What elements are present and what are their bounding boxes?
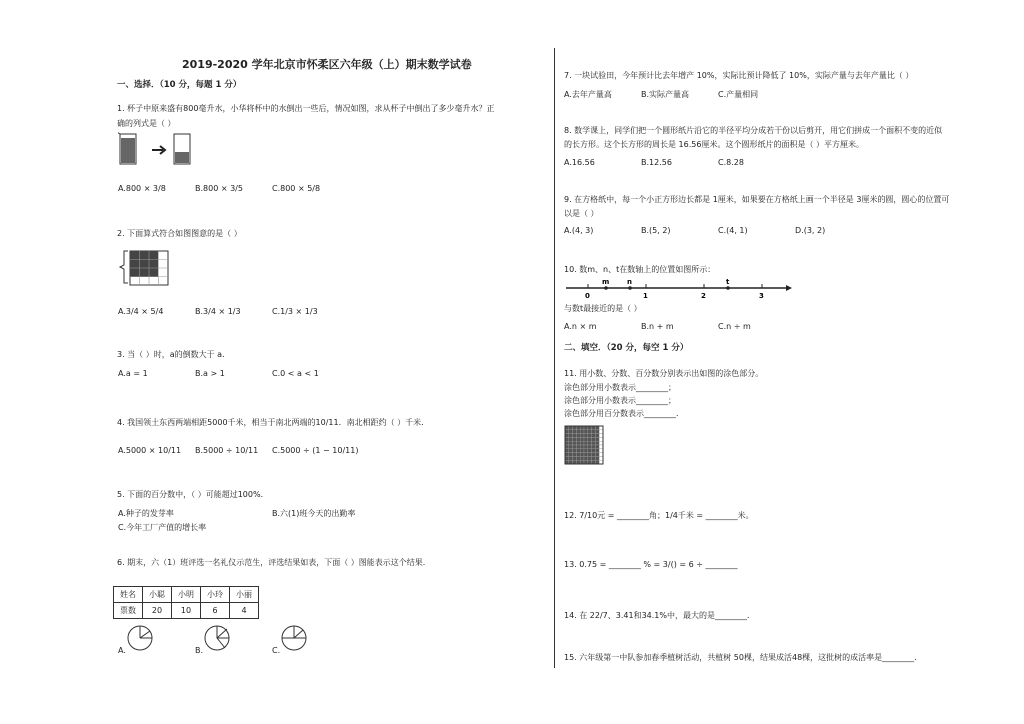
arrow-right-icon (786, 285, 792, 291)
q9-text-2: 以是（ ） (564, 209, 599, 218)
q6-option-c[interactable]: C. (272, 646, 281, 655)
grid-cell (588, 449, 592, 453)
table-cell: 4 (230, 603, 259, 619)
arrow-right-icon (152, 146, 165, 154)
q6-option-b[interactable]: B. (195, 646, 204, 655)
q4-option-a[interactable]: A.5000 × 10/11 (118, 446, 182, 455)
grid-cell (599, 434, 603, 438)
grid-cell (576, 445, 580, 449)
q4-option-c[interactable]: C.5000 ÷ (1 − 10/11) (272, 446, 359, 455)
q3-option-a[interactable]: A.a = 1 (118, 369, 148, 378)
grid-cell (569, 434, 573, 438)
grid-cell (599, 445, 603, 449)
grid-cell (576, 449, 580, 453)
q2-grid-figure (118, 247, 170, 289)
q5-text: 5. 下面的百分数中，（ ）可能超过100%． (117, 490, 269, 499)
q4-option-b[interactable]: B.5000 ÷ 10/11 (195, 446, 259, 455)
column-divider (554, 48, 555, 668)
grid-cell (565, 441, 569, 445)
section-heading-fill: 二、填空．（20 分，每空 1 分） (564, 343, 689, 353)
table-cell: 小明 (172, 587, 201, 603)
q1-option-c[interactable]: C.800 × 5/8 (272, 184, 321, 193)
grid-cell (592, 437, 596, 441)
grid-cell (565, 426, 569, 430)
grid-cell (599, 430, 603, 434)
grid-cell (565, 445, 569, 449)
axis-point-label: t (726, 278, 730, 286)
grid-cell (588, 434, 592, 438)
grid-cell (599, 449, 603, 453)
q7-option-a[interactable]: A.去年产量高 (564, 90, 612, 99)
grid-cell (573, 460, 577, 464)
grid-cell (584, 437, 588, 441)
q9-option-b[interactable]: B.(5, 2) (641, 226, 671, 235)
q6-text: 6. 期末，六（1）班评选一名礼仪示范生，评选结果如表，下面（ ）图能表示这个结果． (117, 558, 431, 567)
grid-cell (588, 445, 592, 449)
q3-text: 3. 当（ ）时，a的倒数大于 a． (117, 350, 231, 359)
grid-cell (580, 449, 584, 453)
q13-text[interactable]: 13. 0.75 = ________ % = 3/() = 6 ÷ ________ (564, 560, 738, 569)
q5-option-b[interactable]: B.六(1)班今天的出勤率 (272, 509, 356, 518)
grid-cell (569, 456, 573, 460)
grid-cell (573, 437, 577, 441)
grid-cell (576, 437, 580, 441)
q9-option-a[interactable]: A.(4, 3) (564, 226, 594, 235)
cup-full-icon (118, 132, 136, 164)
section-heading-choice: 一、选择．（10 分，每题 1 分） (117, 80, 242, 90)
grid-cell (588, 456, 592, 460)
grid-cell (569, 445, 573, 449)
grid-cell (592, 434, 596, 438)
grid-cell (580, 456, 584, 460)
grid-cell (599, 437, 603, 441)
q6-vote-table (113, 586, 259, 619)
grid-cell (580, 437, 584, 441)
grid-cell (592, 460, 596, 464)
grid-cell (565, 434, 569, 438)
table-row (114, 603, 259, 619)
grid-cell (569, 437, 573, 441)
grid-cell (573, 449, 577, 453)
q11-text: 11. 用小数、分数、百分数分别表示出如图的涂色部分。 (564, 369, 764, 378)
q1-cups-figure (118, 130, 200, 170)
q6-pie-b-icon (203, 624, 239, 652)
grid-cell (599, 441, 603, 445)
grid-cell (565, 449, 569, 453)
q6-pie-c-icon (280, 624, 316, 652)
grid-cell (576, 453, 580, 457)
grid-cell (588, 460, 592, 464)
q1-text: 1. 杯子中原来盛有800毫升水，小华将杯中的水倒出一些后，情况如图，求从杯子中倒出了多少毫升水？正 (117, 104, 495, 113)
grid-cell (584, 456, 588, 460)
q11-hundred-grid (564, 425, 604, 465)
q2-option-b[interactable]: B.3/4 × 1/3 (195, 307, 241, 316)
grid-cell (580, 460, 584, 464)
grid-cell (576, 426, 580, 430)
grid-cell (588, 441, 592, 445)
table-cell: 票数 (114, 603, 143, 619)
grid-cell (592, 426, 596, 430)
q9-text: 9. 在方格纸中，每一个小正方形边长都是 1厘米，如果要在方格纸上画一个半径是 3厘米的圆，圆心的位置可 (564, 195, 950, 204)
grid-cell (576, 460, 580, 464)
q6-pie-a-icon (126, 624, 162, 652)
grid-cell (584, 453, 588, 457)
grid-cell (588, 430, 592, 434)
cup-partial-icon (174, 134, 190, 164)
q7-text: 7. 一块试验田，今年预计比去年增产 10%，实际比预计降低了 10%，实际产量与去年产量比（ ） (564, 71, 914, 80)
grid-cell (599, 456, 603, 460)
grid-cell (592, 449, 596, 453)
grid-cell (595, 445, 599, 449)
q3-option-c[interactable]: C.0 < a < 1 (272, 369, 319, 378)
grid-cell (569, 460, 573, 464)
grid-cell (584, 434, 588, 438)
q4-text: 4. 我国领土东西两端相距5000千米，相当于南北两端的10/11．南北相距约（ ）千米． (117, 418, 430, 427)
q2-text: 2. 下面算式符合如图图意的是（ ） (117, 229, 242, 238)
grid-cell (573, 453, 577, 457)
q10-text-2: 与数t最接近的是（ ） (564, 304, 642, 313)
grid-cell (595, 453, 599, 457)
grid-cell (573, 441, 577, 445)
q15-text[interactable]: 15. 六年级第一中队参加春季植树活动，共植树 50棵，结果成活48棵，这批树的成活率是________． (564, 653, 923, 662)
q2-option-a[interactable]: A.3/4 × 5/4 (118, 307, 164, 316)
q5-option-a[interactable]: A.种子的发芽率 (118, 509, 174, 518)
q7-option-c[interactable]: C.产量相同 (718, 90, 759, 99)
grid-cell (569, 430, 573, 434)
grid-cell (576, 434, 580, 438)
grid-cell (573, 430, 577, 434)
q10-option-b[interactable]: B.n + m (641, 322, 674, 331)
q2-option-c[interactable]: C.1/3 × 1/3 (272, 307, 318, 316)
grid-cell (588, 426, 592, 430)
grid-cell (584, 426, 588, 430)
grid-cell (599, 460, 603, 464)
table-row (114, 587, 259, 603)
grid-cell (580, 453, 584, 457)
grid-cell (599, 426, 603, 430)
q10-text: 10. 数m、n、t在数轴上的位置如图所示： (564, 265, 716, 274)
axis-point-label: m (602, 278, 610, 286)
grid-cell (588, 453, 592, 457)
table-cell: 小聪 (143, 587, 172, 603)
grid-cell (573, 445, 577, 449)
grid-cell (584, 441, 588, 445)
grid-cell (595, 460, 599, 464)
grid-cell (576, 430, 580, 434)
q8-option-a[interactable]: A.16.56 (564, 158, 595, 167)
grid-cell (565, 460, 569, 464)
grid-cell (580, 430, 584, 434)
grid-cell (595, 437, 599, 441)
grid-cell (580, 445, 584, 449)
table-cell: 小玲 (201, 587, 230, 603)
grid-cell (584, 460, 588, 464)
grid-cell (565, 437, 569, 441)
q1-text-2: 确的列式是（ ） (117, 119, 176, 128)
grid-cell (580, 434, 584, 438)
table-cell: 小丽 (230, 587, 259, 603)
q6-option-a[interactable]: A. (118, 646, 126, 655)
q1-option-a[interactable]: A.800 × 3/8 (118, 184, 166, 193)
axis-tick-label: 2 (701, 292, 706, 300)
axis-tick-label: 1 (643, 292, 648, 300)
grid-cell (584, 445, 588, 449)
q11-line-3[interactable]: 涂色部分用百分数表示________． (564, 409, 684, 418)
q5-option-c[interactable]: C.今年工厂产值的增长率 (118, 523, 207, 532)
grid-cell (599, 453, 603, 457)
grid-cell (576, 441, 580, 445)
grid-cell (576, 456, 580, 460)
grid-cell (595, 441, 599, 445)
grid-cell (595, 449, 599, 453)
axis-tick-label: 0 (585, 292, 590, 300)
q7-option-b[interactable]: B.实际产量高 (641, 90, 690, 99)
grid-cell (592, 453, 596, 457)
grid-cell (595, 426, 599, 430)
grid-cell (573, 456, 577, 460)
q11-line-2[interactable]: 涂色部分用小数表示________； (564, 396, 676, 405)
grid-cell (565, 430, 569, 434)
grid-cell (592, 445, 596, 449)
grid-cell (592, 456, 596, 460)
q10-option-c[interactable]: C.n ÷ m (718, 322, 751, 331)
grid-cell (565, 456, 569, 460)
q1-option-b[interactable]: B.800 × 3/5 (195, 184, 243, 193)
q12-text[interactable]: 12. 7/10元 = ________角；1/4千米 = ________米。 (564, 511, 754, 520)
q11-line-1[interactable]: 涂色部分用小数表示________； (564, 383, 676, 392)
table-cell: 姓名 (114, 587, 143, 603)
grid-cell (580, 426, 584, 430)
grid-cell (592, 441, 596, 445)
grid-cell (595, 434, 599, 438)
q9-option-d[interactable]: D.(3, 2) (795, 226, 826, 235)
grid-cell (595, 456, 599, 460)
grid-cell (569, 426, 573, 430)
table-cell: 10 (172, 603, 201, 619)
q10-option-a[interactable]: A.n × m (564, 322, 597, 331)
table-cell: 6 (201, 603, 230, 619)
q8-text: 8. 数学课上，同学们把一个圆形纸片沿它的半径平均分成若干份以后剪开，用它们拼成一个面积不变的近似 (564, 126, 943, 135)
grid-cell (569, 453, 573, 457)
grid-cell (580, 441, 584, 445)
table-cell: 20 (143, 603, 172, 619)
grid-cell (573, 426, 577, 430)
q8-option-c[interactable]: C.8.28 (718, 158, 744, 167)
page-title: 2019-2020 学年北京市怀柔区六年级（上）期末数学试卷 (182, 58, 472, 71)
grid-cell (588, 437, 592, 441)
grid-cell (573, 434, 577, 438)
grid-cell (584, 449, 588, 453)
q10-number-line (562, 276, 794, 300)
axis-tick-label: 3 (759, 292, 764, 300)
q14-text[interactable]: 14. 在 22/7、3.41和34.1%中，最大的是________． (564, 611, 755, 620)
axis-point-label: n (627, 278, 632, 286)
grid-cell (592, 430, 596, 434)
q9-option-c[interactable]: C.(4, 1) (718, 226, 748, 235)
q8-text-2: 的长方形。这个长方形的周长是 16.56厘米。这个圆形纸片的面积是（ ）平方厘米。 (564, 140, 864, 149)
grid-cell (569, 449, 573, 453)
grid-cell (584, 430, 588, 434)
q8-option-b[interactable]: B.12.56 (641, 158, 672, 167)
grid-cell (569, 441, 573, 445)
grid-cell (595, 430, 599, 434)
grid-cell (565, 453, 569, 457)
q3-option-b[interactable]: B.a > 1 (195, 369, 225, 378)
